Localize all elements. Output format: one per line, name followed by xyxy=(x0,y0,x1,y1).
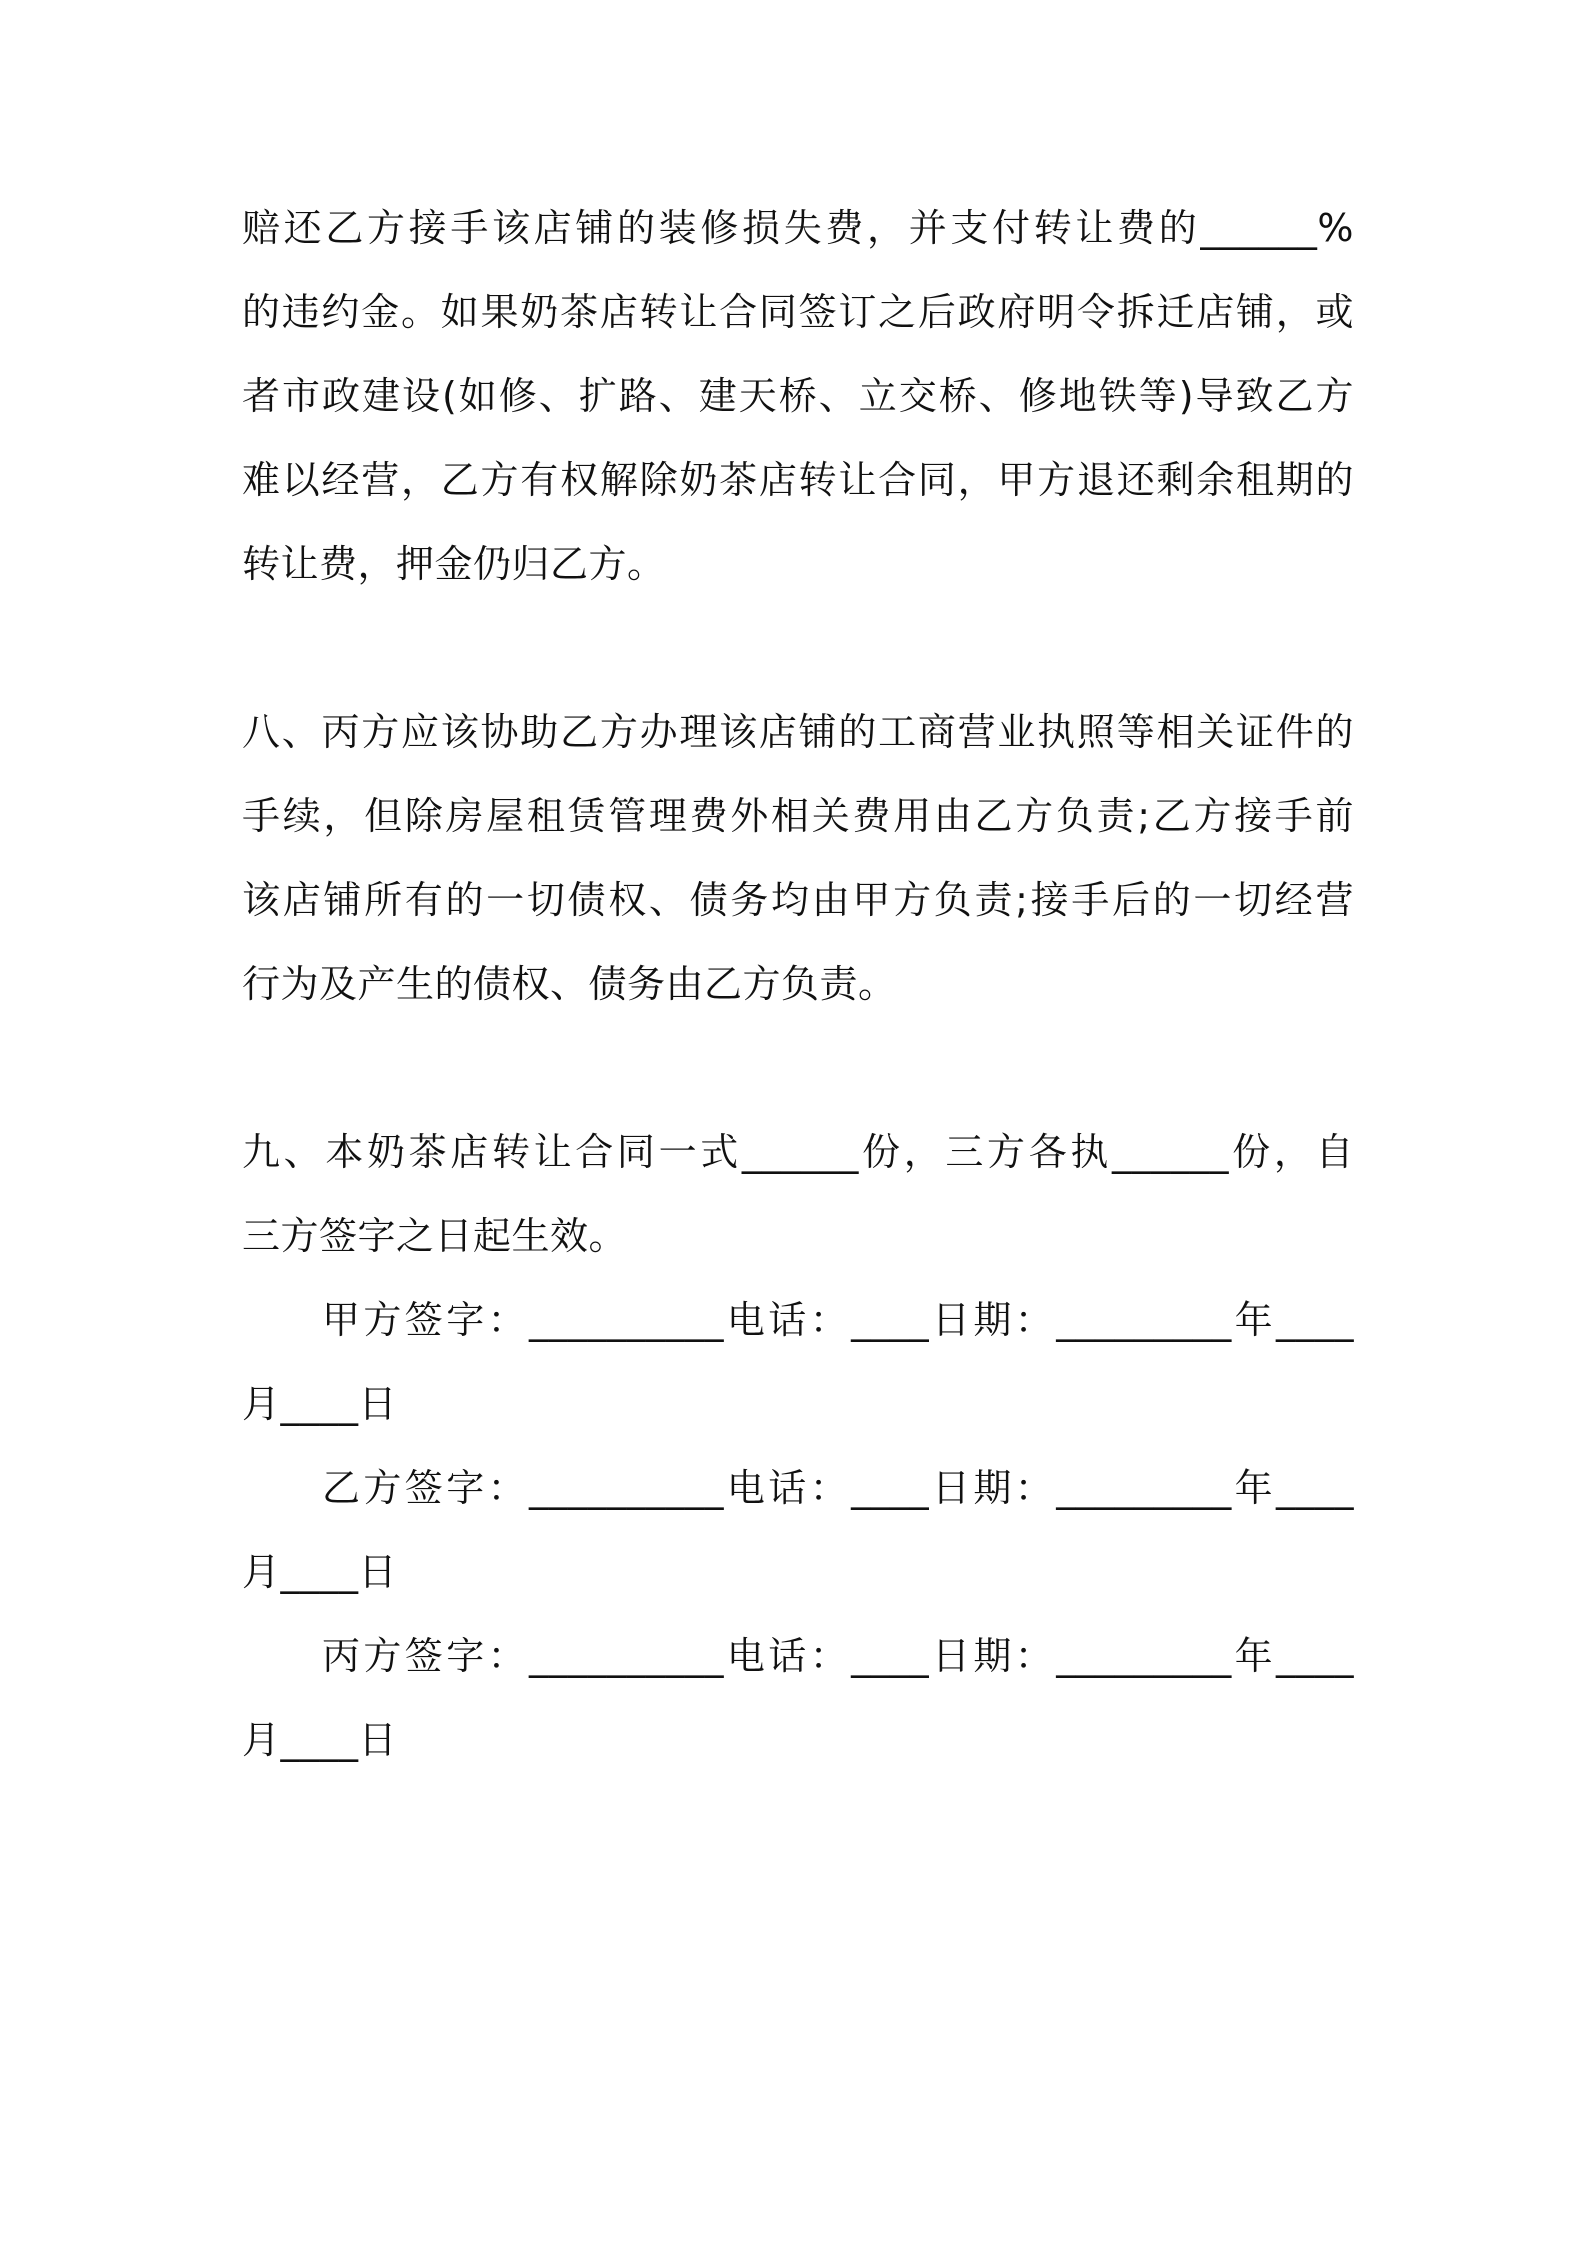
paragraph-8-line-4: 行为及产生的债权、债务由乙方负责。 xyxy=(242,962,897,1006)
paragraph-7-line-5: 转让费，押金仍归乙方。 xyxy=(242,542,666,586)
signature-party-b-line-1: 乙方签字：__________电话：____日期：_________年____ xyxy=(322,1466,1354,1510)
paragraph-9-line-1: 九、本奶茶店转让合同一式______份，三方各执______份，自 xyxy=(242,1130,1354,1174)
paragraph-7-line-1: 赔还乙方接手该店铺的装修损失费，并支付转让费的______% xyxy=(242,206,1354,250)
paragraph-9-line-2: 三方签字之日起生效。 xyxy=(242,1214,628,1258)
paragraph-8-line-1: 八、丙方应该协助乙方办理该店铺的工商营业执照等相关证件的 xyxy=(242,710,1354,754)
paragraph-7-line-4: 难以经营，乙方有权解除奶茶店转让合同，甲方退还剩余租期的 xyxy=(242,458,1354,502)
paragraph-7-line-2: 的违约金。如果奶茶店转让合同签订之后政府明令拆迁店铺，或 xyxy=(242,290,1354,334)
signature-party-a-line-1: 甲方签字：__________电话：____日期：_________年____ xyxy=(322,1298,1354,1342)
paragraph-8-line-2: 手续，但除房屋租赁管理费外相关费用由乙方负责;乙方接手前 xyxy=(242,794,1354,838)
signature-party-b-line-2: 月____日 xyxy=(242,1550,398,1594)
paragraph-8-line-3: 该店铺所有的一切债权、债务均由甲方负责;接手后的一切经营 xyxy=(242,878,1354,922)
paragraph-7-line-3: 者市政建设(如修、扩路、建天桥、立交桥、修地铁等)导致乙方 xyxy=(242,374,1354,418)
signature-party-a-line-2: 月____日 xyxy=(242,1382,398,1426)
signature-party-c-line-1: 丙方签字：__________电话：____日期：_________年____ xyxy=(322,1634,1354,1678)
signature-party-c-line-2: 月____日 xyxy=(242,1718,398,1762)
